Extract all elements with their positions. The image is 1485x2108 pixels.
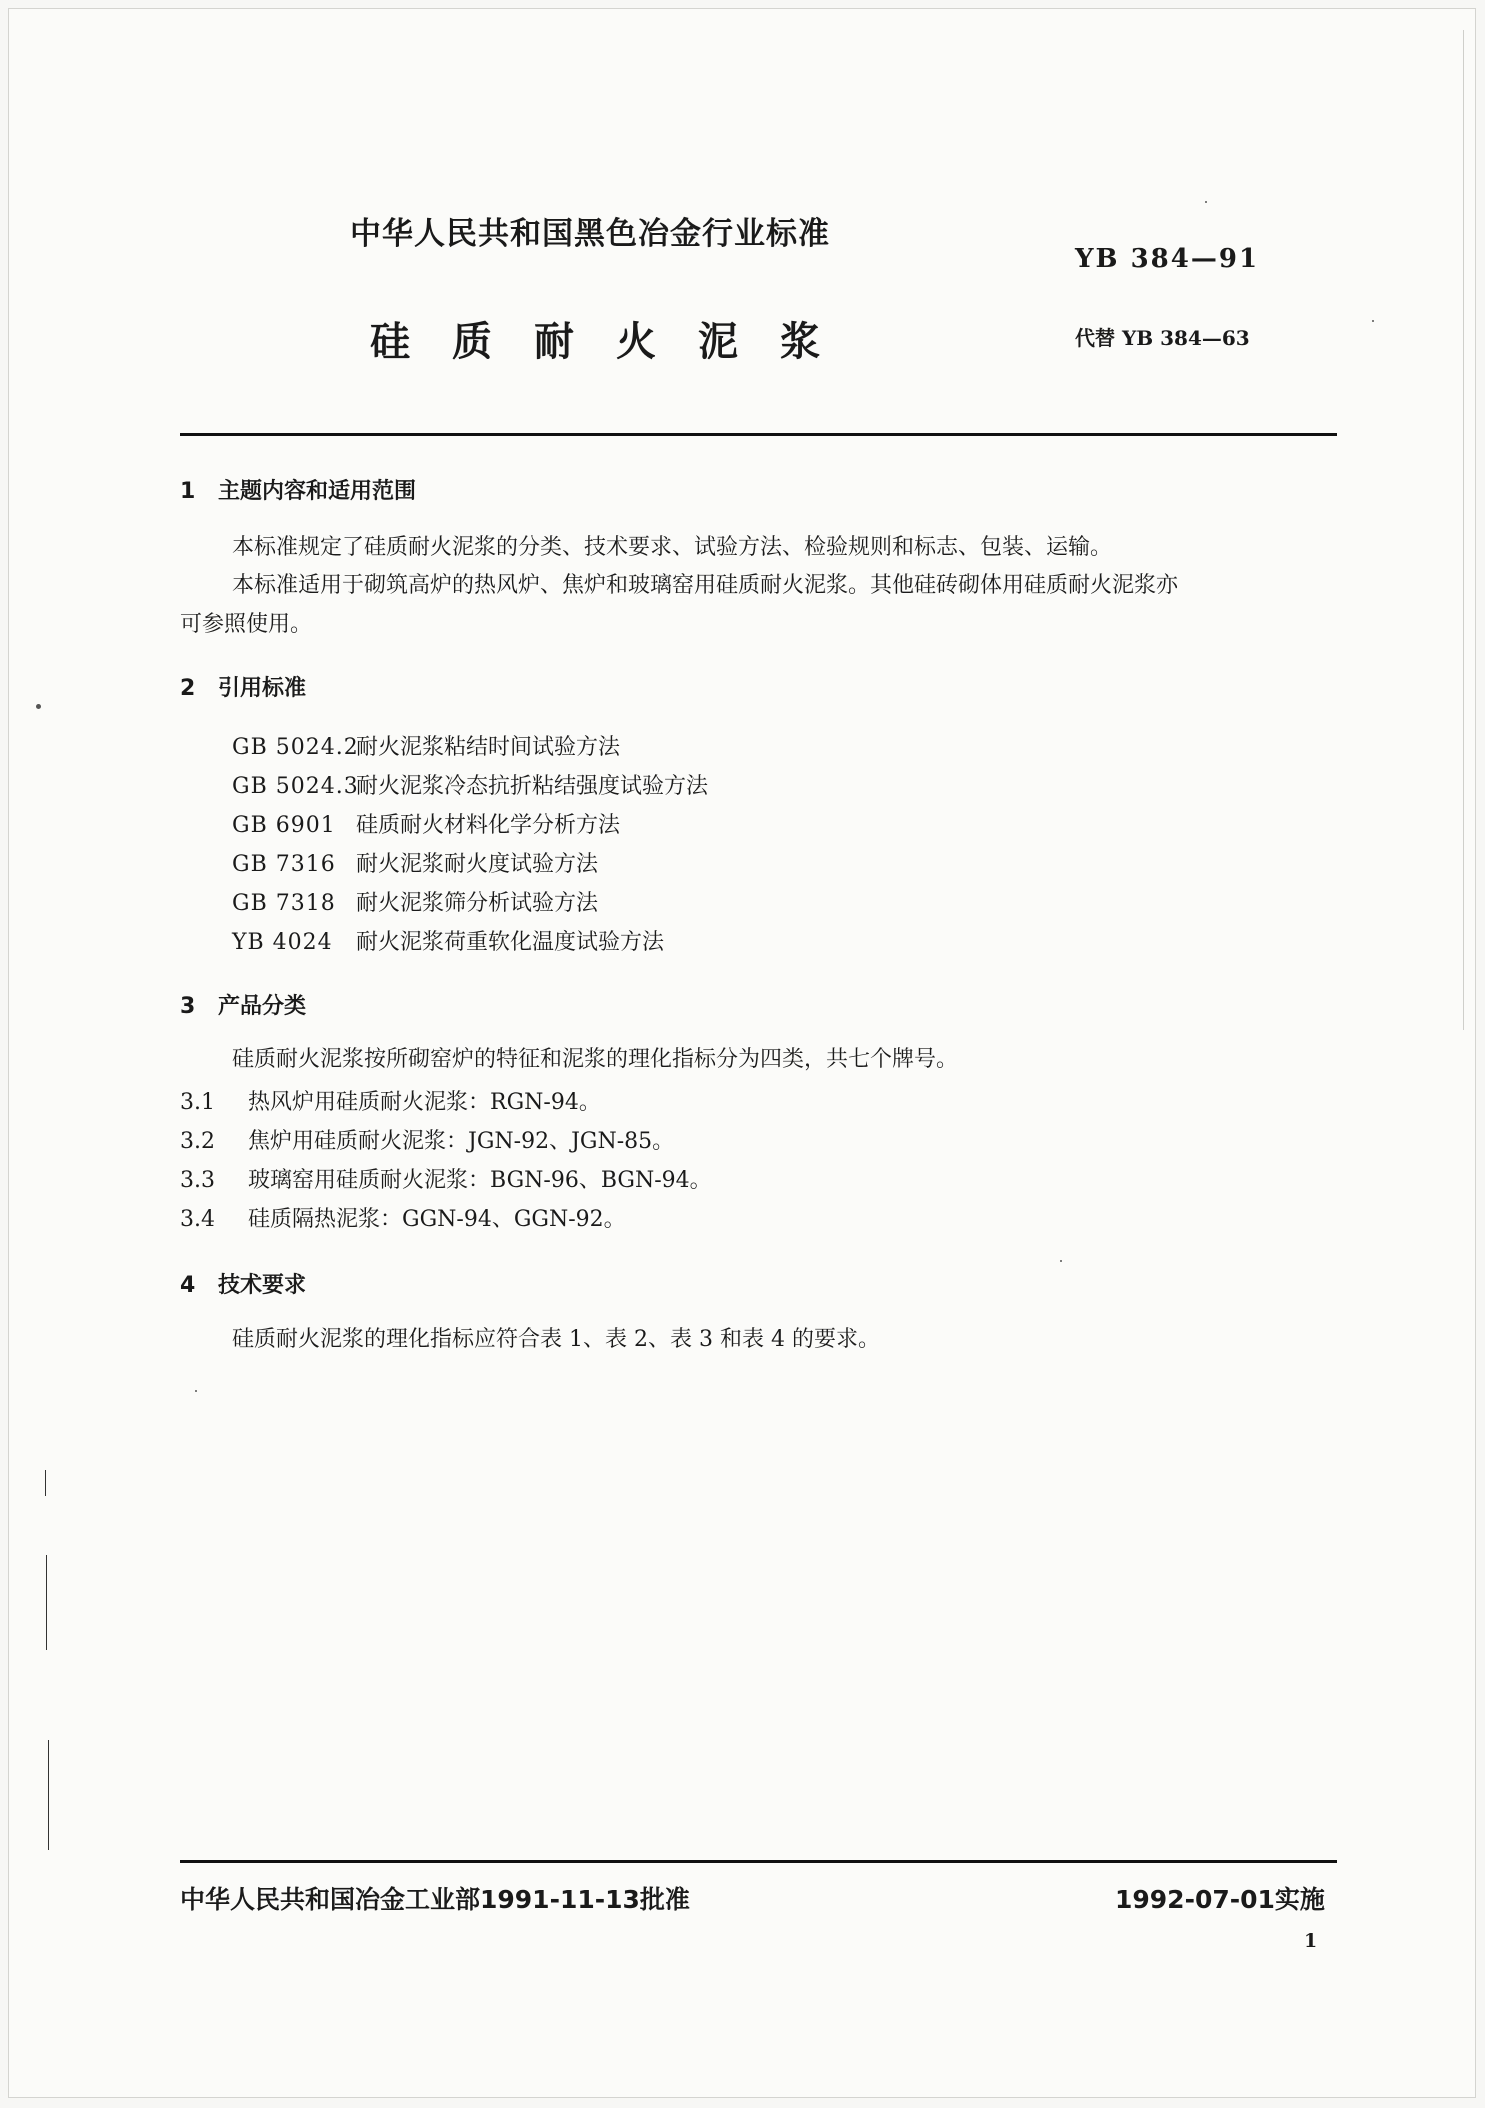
section-1-paragraph-1: 本标准规定了硅质耐火泥浆的分类、技术要求、试验方法、检验规则和标志、包装、运输。	[232, 535, 1113, 560]
section-number: 1	[180, 479, 196, 504]
clause-3-2	[180, 1124, 674, 1155]
section-title: 引用标准	[218, 676, 307, 701]
document-title: 硅质耐火泥浆	[370, 319, 862, 365]
reference-row	[232, 769, 708, 800]
section-number: 4	[180, 1273, 196, 1298]
reference-row	[232, 886, 598, 917]
reference-row	[232, 925, 664, 956]
effective-date: 1992-07-01实施	[1115, 1885, 1325, 1914]
section-3-heading	[180, 989, 306, 1020]
reference-code: GB 7318	[232, 891, 336, 916]
page-number: 1	[1304, 1930, 1318, 1952]
clause-text: 焦炉用硅质耐火泥浆：JGN-92、JGN-85。	[248, 1129, 675, 1154]
footer-rule	[180, 1860, 1337, 1863]
reference-code: YB 4024	[232, 930, 333, 955]
clause-number: 3.2	[180, 1129, 215, 1154]
section-1-paragraph-3: 可参照使用。	[180, 612, 313, 637]
section-1-heading	[180, 474, 416, 505]
scan-mark	[48, 1740, 49, 1850]
scan-mark	[46, 1555, 47, 1650]
clause-number: 3.3	[180, 1168, 215, 1193]
scan-speck	[1372, 320, 1374, 322]
section-1-paragraph-2: 本标准适用于砌筑高炉的热风炉、焦炉和玻璃窑用硅质耐火泥浆。其他硅砖砌体用硅质耐火泥浆亦	[232, 573, 1179, 598]
clause-number: 3.4	[180, 1207, 215, 1232]
clause-3-3	[180, 1163, 712, 1194]
section-title: 技术要求	[218, 1273, 307, 1298]
reference-title: 耐火泥浆冷态抗折粘结强度试验方法	[356, 774, 709, 799]
clause-text: 热风炉用硅质耐火泥浆：RGN-94。	[248, 1090, 601, 1115]
clause-3-1	[180, 1085, 601, 1116]
section-2-heading	[180, 671, 306, 702]
reference-row	[232, 808, 620, 839]
clause-text: 玻璃窑用硅质耐火泥浆：BGN-96、BGN-94。	[248, 1168, 712, 1193]
section-number: 2	[180, 676, 196, 701]
scan-speck	[1205, 201, 1207, 203]
org-title: 中华人民共和国黑色冶金行业标准	[350, 216, 830, 252]
section-4-heading	[180, 1268, 306, 1299]
scan-mark	[45, 1470, 46, 1496]
section-title: 产品分类	[218, 994, 307, 1019]
scan-speck	[1060, 1260, 1062, 1262]
approval-note: 中华人民共和国冶金工业部1991-11-13批准	[180, 1885, 690, 1914]
clause-3-4	[180, 1202, 626, 1233]
reference-row	[232, 847, 598, 878]
section-number: 3	[180, 994, 196, 1019]
reference-title: 耐火泥浆筛分析试验方法	[356, 891, 599, 916]
reference-code: GB 5024.3	[232, 774, 359, 799]
reference-code: GB 5024.2	[232, 735, 359, 760]
section-title: 主题内容和适用范围	[218, 479, 417, 504]
section-4-intro: 硅质耐火泥浆的理化指标应符合表 1、表 2、表 3 和表 4 的要求。	[232, 1327, 880, 1352]
scan-speck	[195, 1390, 197, 1392]
scan-mark	[1463, 30, 1464, 1030]
clause-text: 硅质隔热泥浆：GGN-94、GGN-92。	[248, 1207, 626, 1232]
standard-code: YB 384—91	[1075, 244, 1260, 274]
clause-number: 3.1	[180, 1090, 215, 1115]
header-rule	[180, 433, 1337, 436]
scan-speck	[36, 704, 41, 709]
reference-row	[232, 730, 620, 761]
reference-code: GB 6901	[232, 813, 336, 838]
section-3-intro: 硅质耐火泥浆按所砌窑炉的特征和泥浆的理化指标分为四类，共七个牌号。	[232, 1047, 959, 1072]
reference-title: 耐火泥浆荷重软化温度试验方法	[356, 930, 665, 955]
replaces-note: 代替 YB 384—63	[1075, 326, 1250, 350]
reference-title: 硅质耐火材料化学分析方法	[356, 813, 621, 838]
reference-title: 耐火泥浆粘结时间试验方法	[356, 735, 621, 760]
reference-title: 耐火泥浆耐火度试验方法	[356, 852, 599, 877]
reference-code: GB 7316	[232, 852, 336, 877]
